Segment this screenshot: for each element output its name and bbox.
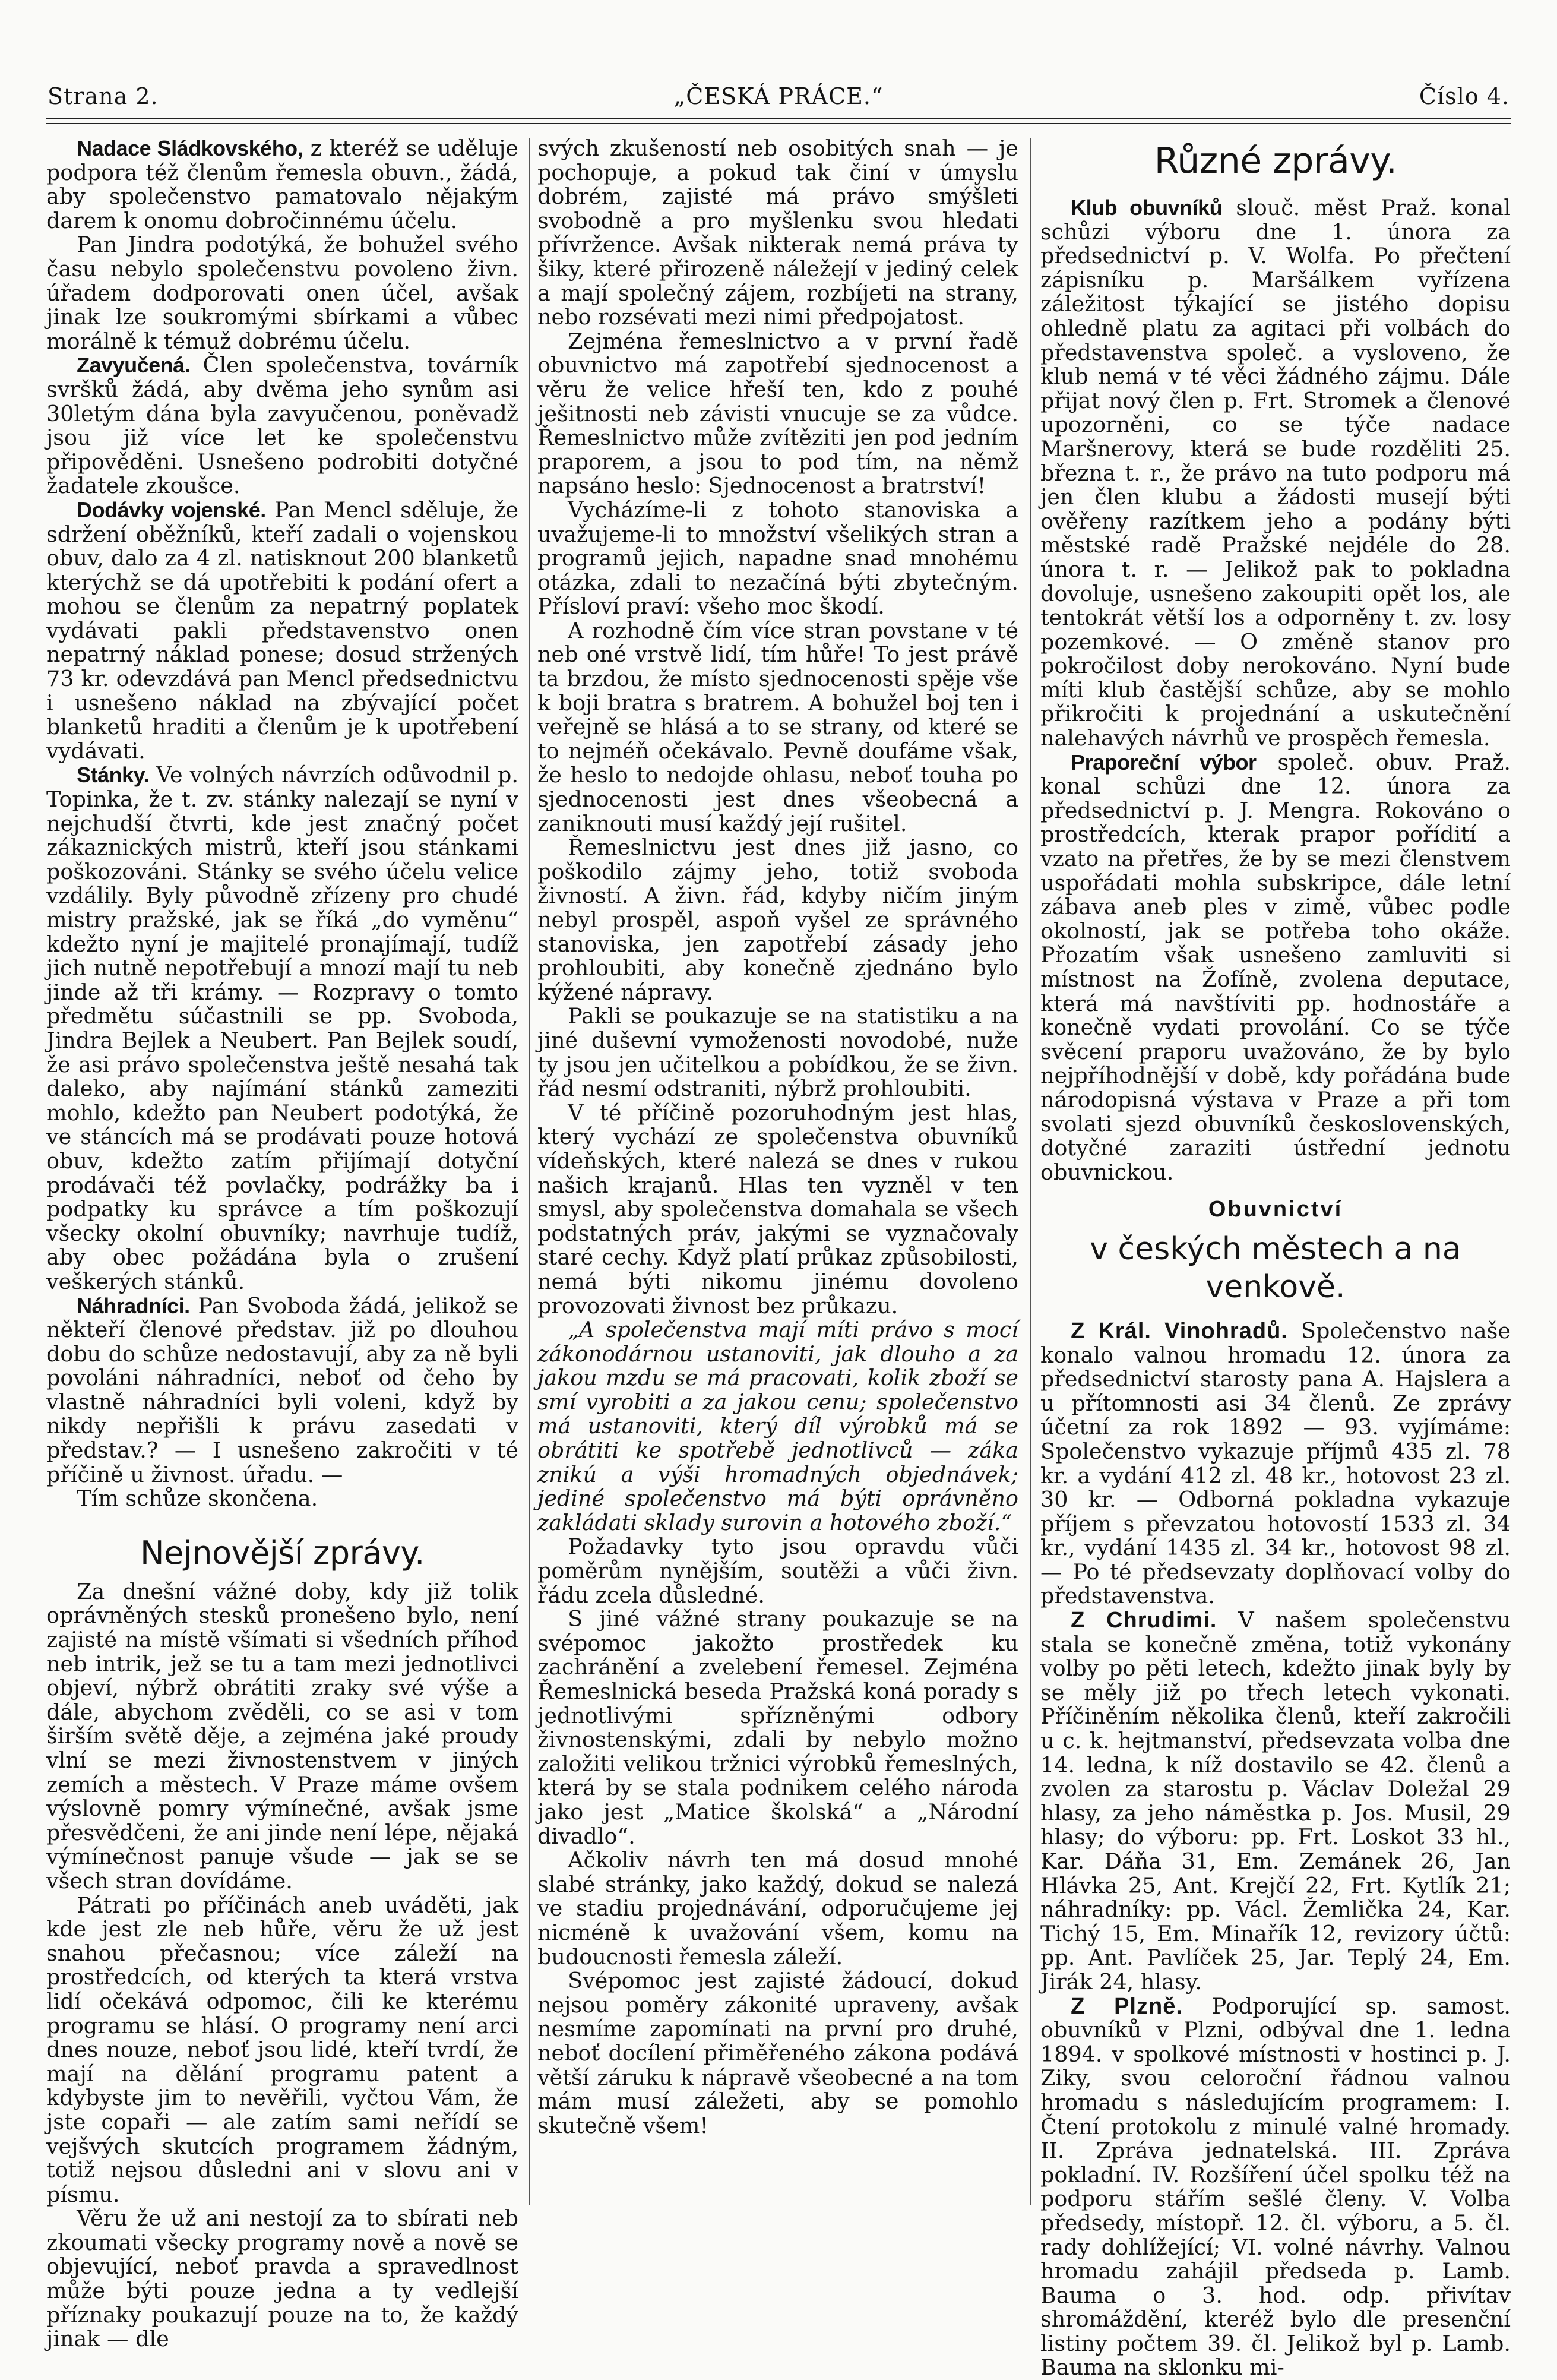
paragraph: Svépomoc jest zajisté žádoucí, dokud nejsou poměry zákonité upraveny, avšak nesmíme zapomínati na první pro druhé, neboť docílení přiměřeného zákona podává větší záruku k nápravě všeobecné a na tom mám musí záležeti, aby se pomohlo skutečně všem!: [537, 1968, 1018, 2138]
paragraph: Pátrati po příčinách aneb uváděti, jak kde jest zle neb hůře, věru že už jest snahou přečasnou; více záleží na prostředcích, od kterých ta která vrstva lidí očekává odpomoc, čili ke kterému programu se hlásí. O programy není arci dnes nouze, neboť jsou lidé, kteří tvrdí, že mají na dělání programu patent a kdybyste jim to nevěřili, vyčtou Vám, že jste copaři — ale zatím sami neřídí se vejšvých skutcích programem žádným, totiž nejsou důsledni ani v slovu ani v písmu.: [46, 1892, 518, 2207]
paragraph: V té příčině pozoruhodným jest hlas, který vychází ze společenstva obuvníků vídeňských, které nalezá se dnes v rukou našich krajanů. Hlas ten vyzněl v ten smysl, aby společenstva domahala se všech podstatných práv, jakými se vyznačovaly staré cechy. Když platí průkaz způsobilosti, nemá býti nikomu jinému dovoleno provozovati živnost bez průkazu.: [537, 1099, 1018, 1319]
section-title: Různé zprávy.: [1154, 140, 1397, 182]
paragraph-lead: Stánky.: [77, 763, 149, 788]
column-1: [46, 135, 519, 2352]
paragraph: Za dnešní vážné doby, kdy již tolik oprávněných stesků pronešeno bylo, není zajisté na místě všímati si všedních příhod neb intrik, jež se tu a tam mezi jednotlivci objeví, nýbrž obrátiti zraky své výše a dále, abychom zvěděli, co se asi v tom širším světě děje, a zejména jaké proudy vlní se mezi živnostenstvem v jiných zemích a městech. V Praze máme ovšem výslovně pomry výmínečné, avšak jsme přesvědčeni, že ani jinde není lépe, nějaká výmínečnost panuje všude — jak se se všech stran dovídáme.: [46, 1578, 518, 1894]
paragraph-text: společ. obuv. Praž. konal schůzi dne 12. února za předsednictví p. J. Mengra. Rokováno o prostředcích, kterak prapor pořídití a vzato na přetřes, že by se mezi členstvem uspořádati mohla subskripce, dále letní zábava aneb ples v zimě, vůbec podle okolností, jak se potřeba toho okáže. Přozatím však usnešeno zamluviti si místnost na Žofíně, zvolena deputace, která má navštíviti pp. hodnostáře a konečně vydati provolání. Co se týče svěcení praporu uvažováno, že by bylo nejpříhodnější v době, kdy pořádána bude národopisná výstava v Praze a při tom svolati sjezd obuvníků československých, dotyčné zaraziti ústřední jednotu obuvnickou.: [1040, 749, 1511, 1185]
section-subtitle-line: v českých městech a na venkově.: [1090, 1231, 1461, 1305]
paragraph: [46, 1294, 518, 1487]
paragraph: [1040, 751, 1511, 1185]
section-subtitle: Obuvnictví: [1208, 1197, 1343, 1222]
paragraph-text: Společenstvo naše konalo valnou hromadu 12. února za předsednictví starosty pana A. Hajslera a u přítomnosti asi 34 členů. Ze zprávy účetní za rok 1892 — 93. vyjímáme: Společenstvo vykazuje příjmů 435 zl. 78 kr. a vydání 412 zl. 48 kr., hotovost 23 zl. 30 kr. — Odborná pokladna vykazuje příjem s převzatou hotovostí 1533 zl. 34 kr., vydání 1435 zl. 34 kr., hotovost 98 zl. — Po té předsevzaty doplňovací volby do představenstva.: [1040, 1317, 1511, 1609]
paragraph-text: Pan Svoboda žádá, jelikož se někteří členové představ. již po dlouhou dobu do schůze nedostavují, aby za ně byli povoláni náhradníci, neboť od čeho by vlastně náhradníci byli voleni, když by nikdy nepřišli k právu zasedati v představ.? — I usnešeno zakročiti v té příčině u živnost. úřadu. —: [46, 1292, 518, 1487]
paragraph: Požadavky tyto jsou opravdu vůči poměrům nynějším, soutěži a vůči živn. řádu zcela důsledné.: [537, 1534, 1018, 1608]
paragraph: Zejména řemeslnictvo a v první řadě obuvnictvo má zapotřebí sjednocenost a věru že velice hřeší ten, kdo z pouhé ješitnosti neb závisti vnucuje se za vůdce. Řemeslnictvo může zvítěziti jen pod jedním praporem, a jsou to pod tím, na němž napsáno heslo: Sjednocenost a bratrství!: [537, 328, 1018, 499]
paragraph: svých zkušeností neb osobitých snah — je pochopuje, a pokud tak činí v úmyslu dobrém, zajisté má právo smýšleti svobodně a pro myšlenku svou hledati přívržence. Avšak nikterak nemá práva ty šiky, které přirozeně náležejí v jediný celek a mají společný zájem, rozbíjeti na strany, nebo rozsévati mezi nimi předpojatost.: [537, 135, 1018, 330]
paragraph-text: Člen společenstva, továrník svršků žádá, aby dvěma jeho synům asi 30letým dána byla zavyučenou, poněvadž jsou již více let ke společenstvu připověděni. Usnešeno podrobiti dotyčné žadatele zkoušce.: [46, 352, 518, 499]
paragraph: Věru že už ani nestojí za to sbírati neb zkoumati všecky programy nově a nově se objevující, neboť pravda a spravedlnost může býti pouze jedna a ty vedlejší příznaky poukazují pouze na to, že každý jinak — dle: [46, 2205, 518, 2352]
newspaper-title: „ČESKÁ PRÁCE.“: [673, 83, 884, 109]
paragraph-lead: Praporeční výbor: [1071, 750, 1257, 775]
paragraph-text: V našem společenstvu stala se konečně změna, totiž vykonány volby po pěti letech, kdežto jinak byly by se měly již po třech letech vykonati. Příčiněním několika členů, kteří zakročili u c. k. hejtmanství, předsevzata volba dne 14. ledna, k níž dostavilo se 42. členů a zvolen za starostu p. Václav Doležal 29 hlasy, za jeho náměstka p. Jos. Musil, 29 hlasy; do výboru: pp. Frt. Loskot 33 hl., Kar. Dáňa 31, Em. Zemánek 26, Jan Hlávka 25, Ant. Krejčí 22, Frt. Kytlík 21; náhradníky: pp. Václ. Žemlička 24, Kar. Tichý 15, Em. Minařík 12, revizory účtů: pp. Ant. Pavlíček 25, Jar. Teplý 24, Em. Jirák 24, hlasy.: [1040, 1607, 1511, 1995]
header-rule-thin: [46, 123, 1511, 124]
quoted-paragraph: „A společenstva mají míti právo s mocí zákonodárnou ustanoviti, jak dlouho a za jakou mzdu se má pracovati, kolik zboží se smí vyrobiti a za jakou cenu; společenstvo má ustanoviti, který díl výrobků má se obrátiti ke spotřebě jednotlivců — záka znikú a výši hromadných objednávek; jediné společenstvo má býti oprávněno zakládati sklady surovin a hotového zboží.“: [537, 1317, 1018, 1535]
paragraph: Vycházíme-li z tohoto stanoviska a uvažujeme-li to množství všelikých stran a programů jejich, napadne snad mnohému otázka, zdali to nezačíná býti zbytečným. Přísloví praví: všeho moc škodí.: [537, 497, 1018, 620]
place-lead: Z Plzně.: [1071, 1993, 1183, 2019]
paragraph: [46, 137, 518, 233]
page-number: Strana 2.: [48, 83, 159, 109]
paragraph: [46, 498, 518, 764]
paragraph: [1040, 1995, 1511, 2380]
paragraph-lead: Náhradníci.: [77, 1293, 190, 1318]
paragraph-text: Ve volných návrzích odůvodnil p. Topinka, že t. zv. stánky nalezají se nyní v nejchudší čtvrti, kde jest značný počet zákaznických mistrů, kteří jsou stánkami poškozováni. Stánky se svého účelu velice vzdálily. Byly původně zřízeny pro chudé mistry pražské, jak se říká „do vyměnu“ kdežto nyní je majitelé pronajímají, tudíž jich nutně nepotřebují a mnozí mají tu neb jinde až tři krámy. — Rozpravy o tomto předmětu súčastnili se pp. Svoboda, Jindra Bejlek a Neubert. Pan Bejlek soudí, že asi právo společenstva ještě nesahá tak daleko, aby najímání stánků zameziti mohlo, kdežto pan Neubert podotýká, že ve stáncích má se prodávati pouze hotová obuv, kdežto zatím přijímají dotyční prodávači též povlačky, podrážky ba i podpatky ku správce a tím poškozují všecky okolní obuvníky; navrhuje tudíž, aby obec požádána byla o zrušení veškerých stánků.: [46, 762, 518, 1294]
paragraph: [1040, 1319, 1511, 1608]
paragraph: [1040, 196, 1511, 751]
paragraph-text: Pan Mencl sděluje, že sdržení oběžníků, kteří zadali o vojenskou obuv, dalo za 4 zl. natisknout 200 blanketů kterýchž se dá upotřebiti k podání ofert a mohou se členům za nepatrný poplatek vydávati pakli představenstvo onen nepatrný náklad ponese; dosud stržených 73 kr. odevzdává pan Mencl předsednictvu i usnešeno náklad na zbývající počet blanketů hraditi a členům je k upotřebení vydávati.: [46, 497, 518, 764]
paragraph: [1040, 1608, 1511, 1995]
paragraph-lead: Zavyučená.: [77, 353, 191, 378]
column-3: [1040, 137, 1511, 2380]
section-title: Nejnovější zprávy.: [140, 1534, 425, 1572]
paragraph: Tím schůze skončena.: [77, 1485, 318, 1512]
issue-number: Číslo 4.: [1419, 83, 1509, 109]
paragraph-text: z kteréž se uděluje podpora též členům řemesla obuvn., žádá, aby společenstvo pamatovalo nějakým darem k onomu dobročinnému účelu.: [46, 135, 519, 233]
paragraph-text: slouč. měst Praž. konal schůzi výboru dne 1. února za předsednictví p. V. Wolfa. Po přečtení zápisníku p. Maršálkem vyřízena záležitost týkající se jistého dopisu ohledně platu za agitaci při volbách do představenstva společ. a vysloveno, že klub nemá v té věci žádného zájmu. Dále přijat nový člen p. Frt. Stromek a členové upozorněni, co se týče nadace Maršnerovy, která se bude rozděliti 25. března t. r., že právo na tuto podporu má jen člen klubu a žádosti musejí býti ověřeny razítkem jeho a podány býti městské radě Pražské nejdéle do 28. února t. r. — Jelikož pak to pokladna dovoluje, usnešeno zakoupiti opět los, ale tentokrát větší los a odporněny t. zv. losy pozemkové. — O změně stanov pro pokročilost doby nerokováno. Nyní bude míti klub častější schůze, aby se mohlo přikročiti k projednání a uskutečnění nalehavých návrhů ve prospěch řemesla.: [1040, 195, 1511, 751]
paragraph: Řemeslnictvu jest dnes již jasno, co poškodilo zájmy jeho, totiž svoboda živností. A živn. řád, kdyby ničím jiným nebyl prospěl, aspoň vyšel ze správného stanoviska, jen zapotřebí zásady jeho prohloubiti, aby konečně zjednáno bylo kýžené nápravy.: [537, 835, 1018, 1005]
paragraph: Pan Jindra podotýká, že bohužel svého času nebylo společenstvu povoleno živn. úřadem dodporovati onen účel, avšak jinak lze soukromými sbírkami a vůbec morálně k témuž dobrému účelu.: [46, 232, 518, 354]
paragraph-lead: Klub obuvníků: [1071, 195, 1223, 220]
column-2: [537, 137, 1018, 2210]
paragraph-text: Podporující sp. samost. obuvníků v Plzni, odbýval dne 1. ledna 1894. v spolkové místnosti v hostinci p. J. Ziky, svou celoroční řádnou valnou hromadu s následujícím programem: I. Čtení protokolu z minulé valné hromady. II. Zpráva jednatelská. III. Zpráva pokladní. IV. Rozšíření účel spolku též na podporu stářím sešlé členy. V. Volba předsedy, místopř. 12. čl. výboru, a 5. čl. rady dohlížející; VI. volné návrhy. Valnou hromadu zahájil předseda p. Lamb. Bauma o 3. hod. odp. přivítav shromáždění, kteréž bylo dle presenční listiny počtem 39. čl. Jelikož byl p. Lamb. Bauma na sklonku mi-: [1040, 1993, 1511, 2380]
paragraph-lead: Dodávky vojenské.: [77, 497, 266, 522]
place-lead: Z Král. Vinohradů.: [1071, 1318, 1288, 1344]
paragraph: [46, 353, 518, 498]
header-rule: [46, 118, 1511, 119]
paragraph: A rozhodně čím více stran povstane v té neb oné vrstvě lidí, tím hůře! To jest právě ta brzdou, že místo sjednocenosti spěje vše k boji bratra s bratrem. A bohužel boj ten i veřejně se hlásá a to se strany, od které se to nejméň očekávalo. Pevně doufáme však, že heslo to nedojde ohlasu, neboť touha po sjednocenosti jest dnes všeobecná a zaniknouti musí každý její rušitel.: [537, 617, 1018, 836]
column-divider: [1030, 138, 1031, 2205]
column-divider: [529, 138, 530, 2205]
paragraph-lead: Nadace Sládkovského,: [77, 136, 303, 160]
paragraph: [46, 763, 518, 1294]
page-header: [48, 83, 1509, 119]
paragraph: Pakli se poukazuje se na statistiku a na jiné duševní vymoženosti novodobé, nuže ty jsou jen učitelkou a pobídkou, že se živn. řád nesmí odstraniti, nýbrž prohloubiti.: [537, 1003, 1018, 1102]
place-lead: Z Chrudimi.: [1071, 1608, 1217, 1633]
paragraph: Ačkoliv návrh ten má dosud mnohé slabé stránky, jako každý, dokud se nalezá ve stadiu projednávání, odporučujeme jej nicméně k uvažování všem, komu na budoucnosti řemesla záleží.: [537, 1847, 1018, 1970]
paragraph: S jiné vážné strany poukazuje se na svépomoc jakožto prostředek ku zachránění a zvelebení řemesel. Zejména Řemeslnická beseda Pražská koná porady s jednotlivými spřízněnými odbory živnostenskými, zdali by nebylo možno založiti velikou tržnici výrobků řemeslných, která by se stala podnikem celého národa jako jest „Matice školská“ a „Národní divadlo“.: [537, 1606, 1018, 1849]
